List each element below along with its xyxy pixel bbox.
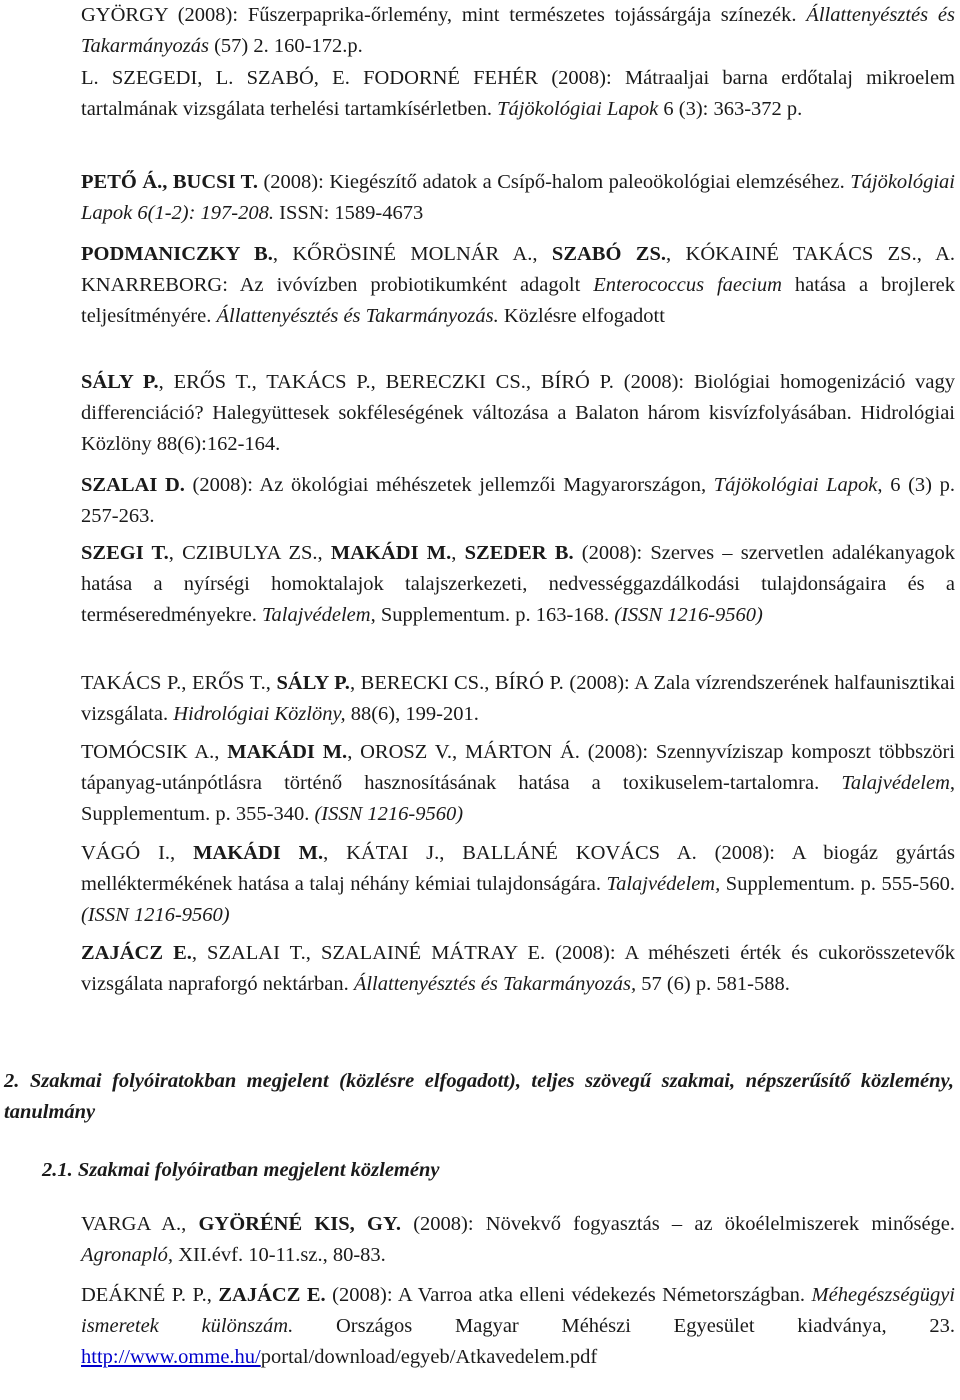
reference-author-bold: SZALAI D. [81,474,185,496]
reference-journal-italic: Enterococcus faecium [593,274,782,296]
reference-szegi [81,538,955,631]
reference-szegedi [81,63,955,125]
reference-author-bold: MAKÁDI M. [193,842,324,864]
section-2-heading [4,1066,954,1128]
reference-author-bold: SÁLY P. [276,672,350,694]
reference-journal-italic: Tájökológiai Lapok 6(1-2): 197-208. [81,171,956,224]
reference-author-bold: SZEGI T. [81,542,169,564]
reference-journal-italic: Állattenyésztés és Takarmányozás [81,4,955,57]
reference-text: , SZALAI T., SZALAINÉ MÁTRAY E. (2008): A méhészeti érték és cukorösszetevők vizsgálata napraforgó nektárban. [81,942,955,995]
reference-text: , Supplementum. p. 355-340. [81,772,955,825]
reference-vago [81,838,955,931]
reference-journal-italic: Talajvédelem, [606,873,721,895]
reference-text: 57 (6) p. 581-588. [636,973,790,995]
reference-journal-italic: Hidrológiai Közlöny, [173,703,346,725]
reference-text: (2008): Az ökológiai méhészetek jellemzői Magyarországon, [184,474,714,496]
reference-text: 6 (3): 363-372 p. [658,98,803,120]
reference-journal-italic: Tájökológiai Lapok [497,98,659,120]
reference-author-bold: PETŐ Á., BUCSI T. [81,171,258,193]
reference-takacs [81,668,955,730]
reference-journal-italic: (ISSN 1216-9560) [614,604,763,626]
reference-journal-italic: Méhegészségügyi ismeretek különszám. [81,1284,955,1337]
reference-text: TAKÁCS P., ERŐS T., [81,672,277,694]
reference-text: , ERŐS T., TAKÁCS P., BERECZKI CS., BÍRÓ P. (2008): Biológiai homogenizáció vagy differenciáció? Halegyüttesek sokféleségének változása a Balaton három kisvízfolyásában. Hidrológiai Közlöny 88(6):162-164. [81,371,956,455]
reference-text: Supplementum. p. 555-560. [720,873,955,895]
reference-text: , Supplementum. p. 163-168. [370,604,615,626]
reference-author-bold: MAKÁDI M. [330,542,452,564]
reference-text: , BERECKI CS., BÍRÓ P. (2008): A Zala vízrendszerének halfaunisztikai vizsgálata. [81,672,956,725]
reference-text: ISSN: 1589-4673 [274,202,424,224]
reference-text: (2008): A Varroa atka elleni védekezés Németországban. [325,1284,812,1306]
reference-tomocsik [81,737,955,830]
reference-journal-italic: (ISSN 1216-9560) [314,803,464,825]
reference-zajacz [81,938,955,1000]
reference-varga [81,1209,955,1271]
section-2-1-number: 2.1. [42,1159,73,1181]
reference-text: TOMÓCSIK A., [81,741,228,763]
reference-journal-italic: (ISSN 1216-9560) [81,904,230,926]
reference-text: VÁGÓ I., [81,842,194,864]
reference-text: GYÖRGY (2008): Fűszerpaprika-őrlemény, mint természetes tojássárgája színezék. [81,4,807,26]
reference-journal-italic: Állattenyésztés és Takarmányozás, [353,973,637,995]
reference-author-bold: GYÖRÉNÉ KIS, GY. [198,1213,402,1235]
reference-text: DEÁKNÉ P. P., [81,1284,219,1306]
reference-gyorgy [81,0,955,62]
reference-saly [81,367,955,460]
reference-podmaniczky [81,239,955,332]
reference-text: , 6 (3) p. 257-263. [81,474,956,527]
reference-journal-italic: Tájökológiai Lapok [713,474,878,496]
reference-text: , KÁTAI J., BALLÁNÉ KOVÁCS A. (2008): A biogáz gyártás melléktermékének hatása a talaj néhány kémiai tulajdonságára. [81,842,955,895]
reference-peto [81,167,955,229]
section-2-title: Szakmai folyóiratokban megjelent (közlésre elfogadott), teljes szövegű szakmai, népszerűsítő közlemény, tanulmány [4,1070,955,1123]
reference-author-bold: ZAJÁCZ E. [81,942,192,964]
reference-text: , CZIBULYA ZS., [168,542,331,564]
reference-text: (2008): Növekvő fogyasztás – az ökoélelmiszerek minősége. [401,1213,956,1235]
reference-text: (57) 2. 160-172.p. [208,35,363,57]
reference-text: , KÓKAINÉ TAKÁCS ZS., A. KNARREBORG: Az ivóvízben probiotikumként adagolt [81,243,956,296]
reference-author-bold: MAKÁDI M. [227,741,348,763]
reference-author-bold: PODMANICZKY B. [81,243,273,265]
reference-text: (2008): Szerves – szervetlen adalékanyagok hatása a nyírségi homoktalajok talajszerkezeti, nedvességgazdálkodási tulajdonságaira és a terméseredményekre. [81,542,955,626]
reference-szalai [81,470,955,532]
section-2-1-heading [42,1155,942,1186]
reference-text: (2008): Kiegészítő adatok a Csípő-halom paleoökológiai elemzéséhez. [257,171,851,193]
reference-text: hatása a brojlerek teljesítményére. [81,274,955,327]
reference-author-bold: SZABÓ ZS. [551,243,667,265]
reference-deakne [81,1280,955,1373]
reference-journal-italic: Agronapló, [81,1244,174,1266]
reference-text: , [451,542,465,564]
reference-text: , KŐRÖSINÉ MOLNÁR A., [272,243,552,265]
reference-text: Országos Magyar Méhészi Egyesület kiadványa, 23. [293,1315,955,1337]
reference-text: L. SZEGEDI, L. SZABÓ, E. FODORNÉ FEHÉR (2008): Mátraaljai barna erdőtalaj mikroelem tartalmának vizsgálata terhelési tartamkísérletben. [81,67,955,120]
reference-author-bold: SÁLY P. [81,371,159,393]
reference-text: VARGA A., [81,1213,199,1235]
reference-journal-italic: Talajvédelem [262,604,371,626]
reference-journal-italic: Talajvédelem [841,772,950,794]
reference-text: , OROSZ V., MÁRTON Á. (2008): Szennyvíziszap komposzt többszöri tápanyag-utánpótlásra történő hasznosításának hatása a toxikuselem-tartalomra. [81,741,955,794]
section-2-number: 2. [4,1070,20,1092]
reference-author-bold: ZAJÁCZ E. [218,1284,326,1306]
reference-text: Közlésre elfogadott [498,305,665,327]
reference-text: XII.évf. 10-11.sz., 80-83. [173,1244,386,1266]
reference-journal-italic: Állattenyésztés és Takarmányozás. [216,305,499,327]
section-2-1-title: Szakmai folyóiratban megjelent közlemény [77,1159,440,1181]
reference-text: 88(6), 199-201. [345,703,479,725]
reference-link[interactable]: http://www.omme.hu/ [81,1346,261,1368]
reference-text: portal/download/egyeb/Atkavedelem.pdf [260,1346,598,1368]
reference-author-bold: SZEDER B. [464,542,574,564]
